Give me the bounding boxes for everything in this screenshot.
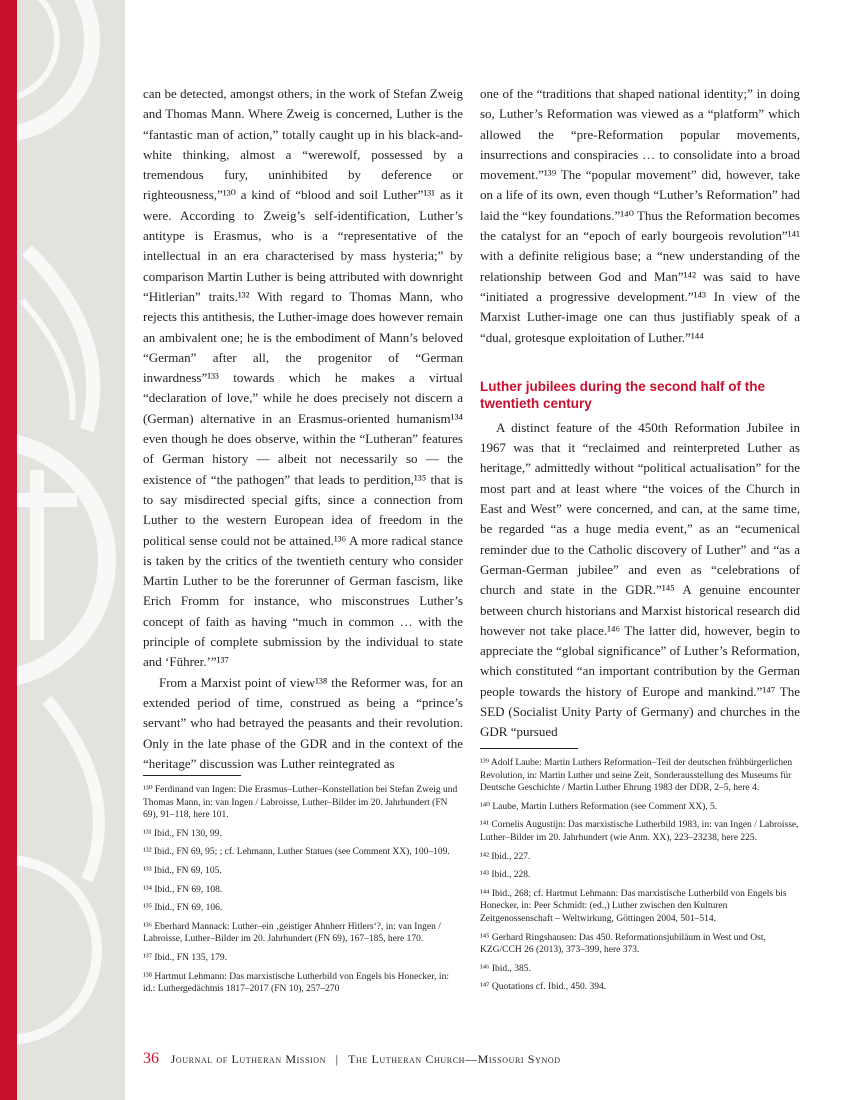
- red-margin-bar: [0, 0, 17, 1100]
- footnote: ¹³⁷ Ibid., FN 135, 179.: [143, 952, 227, 963]
- footnotes-right: [480, 748, 800, 1000]
- publisher-name: The Lutheran Church—Missouri Synod: [348, 1052, 561, 1066]
- footnote: ¹⁴⁰ Laube, Martin Luthers Reformation (see Comment XX), 5.: [480, 801, 718, 812]
- footnote-rule: [143, 775, 241, 776]
- footnote: ¹³¹ Ibid., FN 130, 99.: [143, 828, 222, 839]
- section-heading: Luther jubilees during the second half of the twentieth century: [480, 378, 766, 411]
- footnote: ¹⁴¹ Cornelis Augustijn: Das marxistische Lutherbild 1983, in: van Ingen / Labroisse, Luther–Bilder im 20. Jahrhundert (wie Anm. XX), 223–23238, here 225.: [480, 820, 799, 843]
- footnote: ¹⁴³ Ibid., 228.: [480, 870, 531, 881]
- footnote-rule: [480, 748, 578, 749]
- page-number: 36: [143, 1050, 159, 1067]
- body-paragraph: From a Marxist point of view¹³⁸ the Reformer was, for an extended period of time, construed as being a “prince’s servant” who had betrayed the peasants and their revolution. Only in the late phase of the GDR and in the context of the “heritage” discussion was Luther reintegrated as: [143, 674, 463, 771]
- footnote: ¹³⁹ Adolf Laube: Martin Luthers Reformation–Teil der deutschen frühbürgerlichen Revolution, in: Martin Luther und seine Zeit, Sonderausstellung des Museums für Deutsche Geschichte / Martin Luther Ehrung 1983 der DDR, 2–5, here 4.: [480, 758, 793, 794]
- body-paragraph: A distinct feature of the 450th Reformation Jubilee in 1967 was that it “reclaimed and reinterpreted Luther as heritage,” admittedly without “political actualisation” for the most part and at least where “the voices of the Church in East and West” were concerned, and can, at the same time, be regarded “as a huge media event,” as an “ecumenical reminder due to the Catholic discovery of Luther” and “as a German-German jubilee” and even as “celebrations of church and state in the GDR.”¹⁴⁵ A genuine encounter between church historians and Marxist historical research did however not take place.¹⁴⁶ The latter did, however, begin to appreciate the “global significance” of Luther’s Reformation, which constituted “an important contribution by the German people towards the history of Europe and mankind.”¹⁴⁷ The SED (Socialist Unity Party of Germany) and churches in the GDR “pursued: [480, 419, 800, 740]
- footnote: ¹³⁴ Ibid., FN 69, 108.: [143, 884, 223, 895]
- footnote: ¹⁴² Ibid., 227.: [480, 851, 531, 862]
- decorative-margin-panel: [17, 0, 125, 1100]
- footnote: ¹³⁰ Ferdinand van Ingen: Die Erasmus–Luther–Konstellation bei Stefan Zweig und Thomas Mann, in: van Ingen / Labroisse, Luther–Bilder im 20. Jahrhundert (FN 69), 91–118, here 101.: [143, 785, 458, 821]
- body-paragraph: one of the “traditions that shaped national identity;” in doing so, Luther’s Reformation was viewed as a “platform” which allowed the “pre-Reformation popular movements, insurrections and conspiracies … to consolidate into a broad movement.”¹³⁹ The “popular movement” did, however, take on a life of its own, even though “Luther’s Reformation” had laid the “key foundations.”¹⁴⁰ Thus the Reformation becomes the catalyst for an “epoch of early bourgeois revolution”¹⁴¹ with a definite religious base; a “new understanding of the relationship between God and Man”¹⁴² was said to have “initiated a progressive development.”¹⁴³ In view of the Marxist Luther-image one can thus justifiably speak of a “dual, grotesque exploitation of Luther.”¹⁴⁴: [480, 86, 800, 345]
- footnote: ¹⁴⁷ Quotations cf. Ibid., 450. 394.: [480, 982, 607, 993]
- seal-watermark-graphic: [17, 0, 125, 1100]
- footnote: ¹⁴⁵ Gerhard Ringshausen: Das 450. Reformationsjubiläum in West und Ost, KZG/CCH 26 (2013), 373–399, here 373.: [480, 932, 766, 956]
- footnote: ¹³² Ibid., FN 69, 95; ; cf. Lehmann, Luther Statues (see Comment XX), 100–109.: [143, 847, 450, 858]
- body-paragraph: can be detected, amongst others, in the work of Stefan Zweig and Thomas Mann. Where Zweig is concerned, Luther is the “fantastic man of action,” totally caught up in his black-and-white thinking, almost a “werewolf, possessed by a tremendous fury, uninhibited by deference or righteousness,”¹³⁰ a kind of “blood and soil Luther”¹³¹ as it were. According to Zweig’s self-identification, Luther’s antitype is Erasmus, who is a “representative of the intellectual in an era characterised by mass hysteria;” by comparison Martin Luther is being attributed with downright “Hitlerian” traits.¹³² With regard to Thomas Mann, who rejects this antithesis, the Luther-image does however remain an ambivalent one; he is the embodiment of Mann’s beloved “German” after all, the progenitor of “German inwardness”¹³³ towards which he makes a virtual “declaration of love,” while he does precisely not discern a (German) alternative in an Erasmus-oriented humanism¹³⁴ even though he does observe, within the “Lutheran” features of German history — albeit not necessarily so — the existence of “the pathogen” that leads to perdition,¹³⁵ that is to say misdirected special gifts, since a connection from Luther to the western European idea of freedom in the political sense could not be attained.¹³⁶ A more radical stance is taken by the critics of the twentieth century who consider Martin Luther to be the forerunner of German fascism, like Erich Fromm for instance, who misconstrues Luther’s concept of faith as having “much in common … with the principle of complete submission by the individual to state and ‘Führer.’”¹³⁷: [143, 86, 463, 670]
- footer-separator: |: [335, 1052, 339, 1066]
- footnote: ¹³⁵ Ibid., FN 69, 106.: [143, 903, 223, 914]
- footnote: ¹³³ Ibid., FN 69, 105.: [143, 865, 222, 876]
- left-text-column: [143, 84, 463, 774]
- footnotes-left: [143, 775, 463, 1002]
- right-text-column: [480, 84, 800, 743]
- footnote: ¹³⁸ Hartmut Lehmann: Das marxistische Lutherbild von Engels bis Honecker, in: id.: Luthergedächtnis 1817–2017 (FN 10), 257–270: [143, 971, 449, 995]
- page-footer: [143, 1050, 561, 1068]
- footnote: ¹⁴⁴ Ibid., 268; cf. Hartmut Lehmann: Das marxistische Lutherbild von Engels bis Honecker, in: Peer Schmidt: (ed.,) Luther zwischen den Kulturen Zeitgenossenschaft – Weltwirkung, Göttingen 2004, 501–514.: [480, 888, 787, 924]
- journal-title: Journal of Lutheran Mission: [170, 1052, 327, 1066]
- footnote: ¹³⁶ Eberhard Mannack: Luther–ein ‚geistiger Ahnherr Hitlers‘?, in: van Ingen / Labroisse, Luther–Bilder im 20. Jahrhundert (FN 69), 167–185, here 170.: [143, 921, 441, 945]
- footnote: ¹⁴⁶ Ibid., 385.: [480, 963, 531, 974]
